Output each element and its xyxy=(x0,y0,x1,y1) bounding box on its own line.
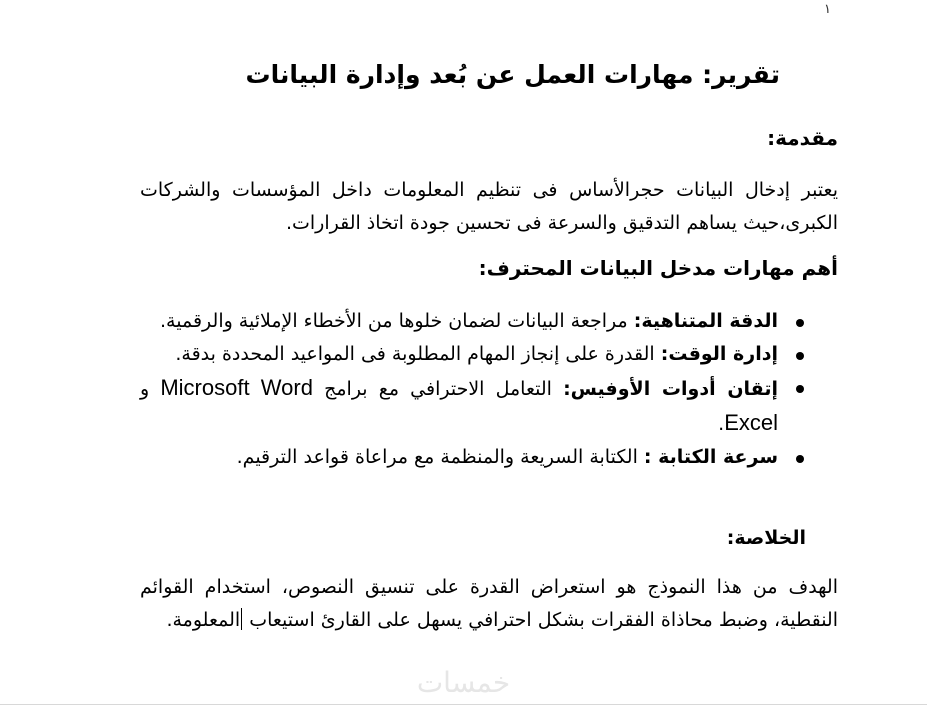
bullet-term: الدقة المتناهية: xyxy=(633,310,778,332)
skills-bullet-list xyxy=(140,305,806,474)
bullet-icon xyxy=(796,319,804,327)
bullet-text: التعامل الاحترافي مع برامج xyxy=(312,378,564,400)
bullet-item-precision xyxy=(140,305,806,338)
text-cursor-icon xyxy=(241,608,242,630)
bullet-icon xyxy=(796,385,804,393)
bullet-term: سرعة الكتابة : xyxy=(643,446,778,468)
bullet-end: . xyxy=(718,413,725,435)
app-name-word: Microsoft Word xyxy=(160,375,313,400)
bullet-text: القدرة على إنجاز المهام المطلوبة فى المواعيد المحددة بدقة. xyxy=(175,343,661,365)
bullet-joiner: و xyxy=(140,378,161,400)
bullet-term: إدارة الوقت: xyxy=(660,343,778,365)
bullet-text: الكتابة السريعة والمنظمة مع مراعاة قواعد الترقيم. xyxy=(236,446,644,468)
page-bottom-edge xyxy=(0,704,927,705)
conclusion-text-after-cursor: المعلومة. xyxy=(166,609,241,631)
bullet-icon xyxy=(796,352,804,360)
bullet-icon xyxy=(796,455,804,463)
conclusion-heading: الخلاصة: xyxy=(726,527,806,549)
bullet-item-typing-speed xyxy=(140,441,806,474)
conclusion-paragraph xyxy=(140,571,838,637)
bullet-text: مراجعة البيانات لضمان خلوها من الأخطاء الإملائية والرقمية. xyxy=(160,310,634,332)
intro-heading: مقدمة: xyxy=(767,126,838,150)
watermark-logo: خمسات xyxy=(416,666,511,699)
bullet-term: إتقان أدوات الأوفيس: xyxy=(563,378,778,400)
bullet-item-time-management xyxy=(140,338,806,371)
conclusion-text-before-cursor: الهدف من هذا النموذج هو استعراض القدرة على تنسيق النصوص، استخدام القوائم النقطية، وضبط محاذاة الفقرات بشكل احترافي يسهل على القارئ استيعاب xyxy=(140,576,838,631)
page-number: ١ xyxy=(824,2,831,17)
intro-paragraph: يعتبر إدخال البيانات حجرالأساس فى تنظيم المعلومات داخل المؤسسات والشركات الكبرى،حيث يساهم التدقيق والسرعة فى تحسين جودة اتخاذ القرارات. xyxy=(140,179,838,234)
app-name-excel: Excel xyxy=(724,410,778,435)
bullet-item-office-tools xyxy=(140,371,806,441)
document-title: تقرير: مهارات العمل عن بُعد وإدارة البيانات xyxy=(245,60,780,89)
skills-heading: أهم مهارات مدخل البيانات المحترف: xyxy=(478,256,838,280)
